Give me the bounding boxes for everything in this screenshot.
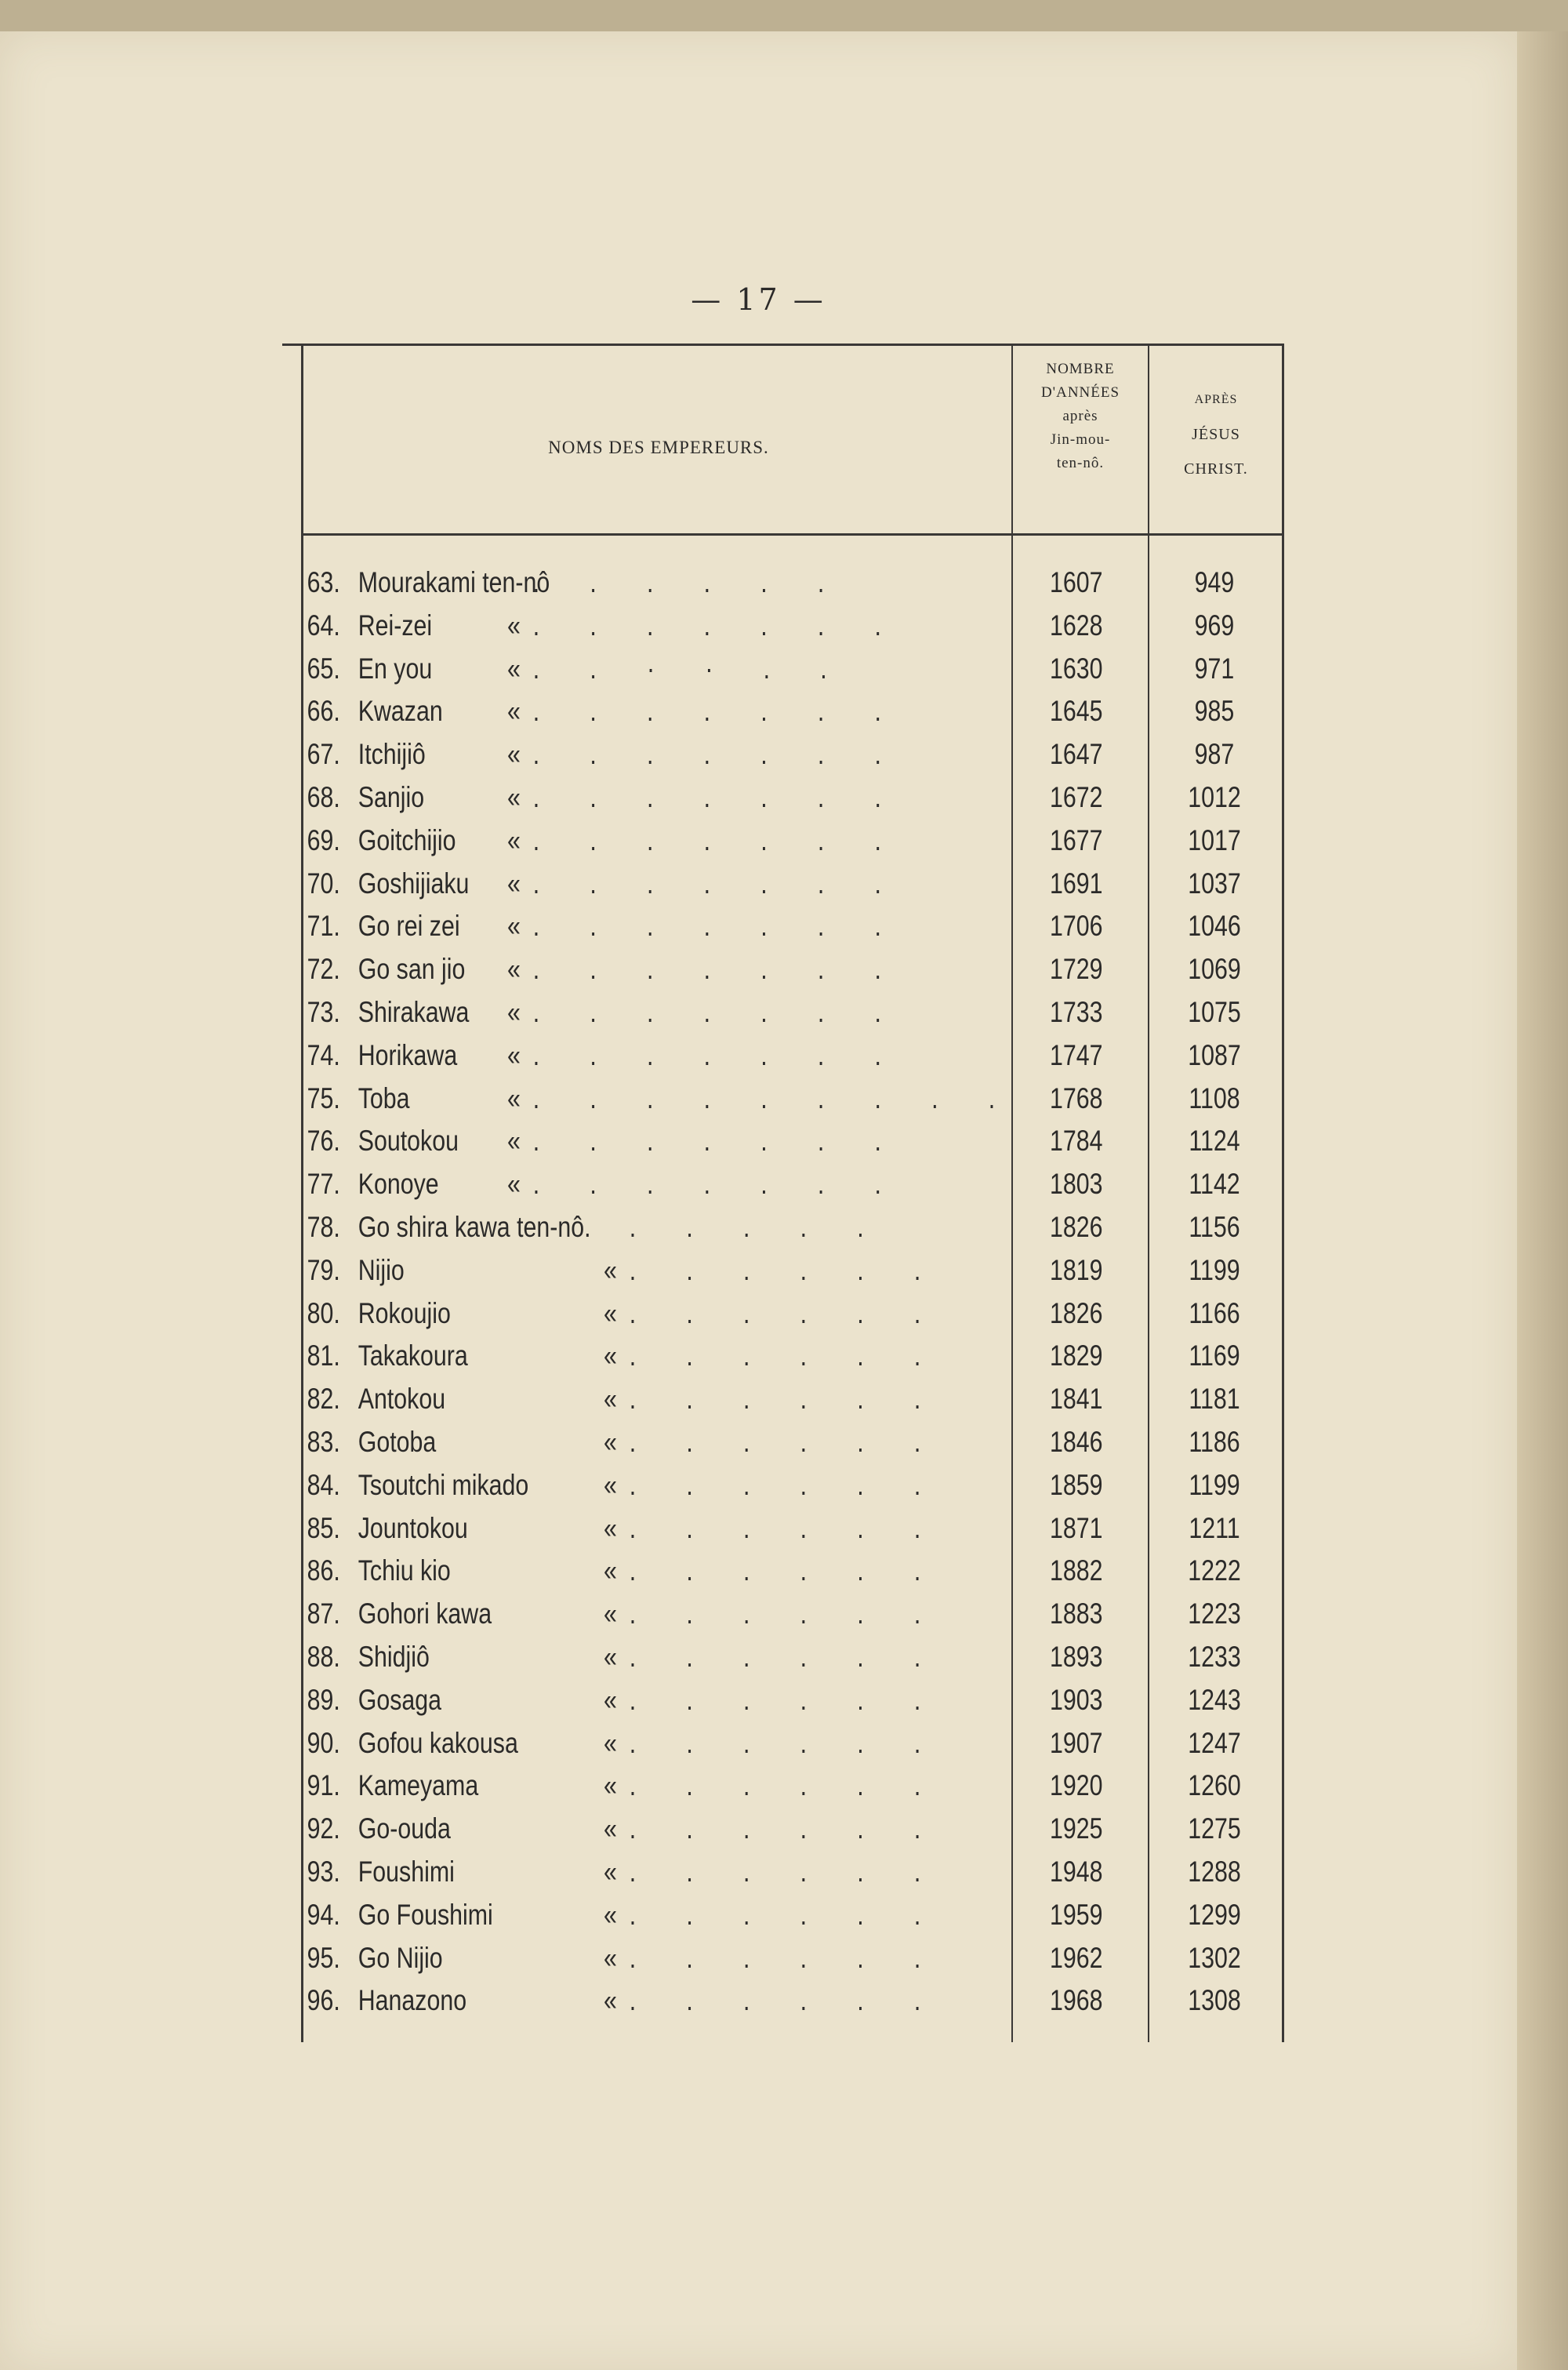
emperor-name: Gohori kawa	[358, 1598, 492, 1630]
ditto-mark: «	[604, 1898, 617, 1931]
row-number: 94.	[307, 1898, 340, 1931]
ditto-mark: «	[604, 1683, 617, 1716]
leader-dots: . . . . . .	[629, 1339, 943, 1372]
year-ad: 1156	[1189, 1211, 1240, 1243]
ditto-mark: «	[507, 1038, 521, 1071]
ditto-mark: «	[604, 1812, 617, 1845]
leader-dots: . . . . . . .	[532, 910, 903, 943]
ditto-mark: «	[604, 1769, 617, 1802]
ditto-mark: «	[604, 1641, 617, 1673]
row-number: 75.	[307, 1081, 340, 1114]
ditto-mark: «	[604, 1554, 617, 1587]
years-after-jinmu: 1948	[1049, 1856, 1103, 1888]
row-number: 86.	[307, 1554, 340, 1587]
page-number: — 17 —	[691, 282, 826, 317]
leader-dots: . . . . . .	[629, 1598, 943, 1630]
leader-dots: . . . . . .	[629, 1641, 943, 1673]
ditto-mark: «	[604, 1726, 617, 1759]
table-row	[282, 1851, 1241, 1893]
year-ad: 987	[1194, 738, 1235, 771]
header-years-line3: après	[1062, 408, 1098, 424]
year-ad: 1302	[1188, 1941, 1241, 1974]
table-row	[282, 948, 1241, 991]
row-number: 68.	[307, 781, 340, 813]
ditto-mark: «	[604, 1339, 617, 1372]
year-ad: 1233	[1188, 1641, 1241, 1673]
emperors-table	[282, 344, 1284, 2042]
years-after-jinmu: 1607	[1049, 566, 1103, 598]
table-row	[282, 1722, 1241, 1765]
table-row	[282, 690, 1235, 732]
year-ad: 1260	[1188, 1769, 1241, 1802]
table-row	[282, 1679, 1241, 1721]
table-row	[282, 905, 1241, 947]
table-row	[282, 820, 1241, 862]
table-row	[282, 1550, 1241, 1592]
row-number: 76.	[307, 1125, 340, 1158]
row-number: 78.	[307, 1211, 340, 1243]
row-number: 92.	[307, 1812, 340, 1845]
emperor-name: Rei-zei	[358, 609, 433, 642]
ditto-mark: «	[604, 1426, 617, 1458]
row-number: 91.	[307, 1769, 340, 1802]
row-number: 90.	[307, 1726, 340, 1759]
years-after-jinmu: 1803	[1049, 1168, 1103, 1201]
emperor-name: Takakoura	[358, 1339, 468, 1372]
table-row	[282, 1894, 1241, 1936]
row-number: 84.	[307, 1468, 340, 1501]
leader-dots: . . . . . .	[629, 1296, 943, 1329]
leader-dots: . . . . . .	[629, 1984, 943, 2017]
emperor-name: Tsoutchi mikado	[358, 1468, 529, 1501]
ditto-mark: «	[507, 1168, 521, 1201]
table-row	[282, 863, 1241, 905]
table-row	[282, 1593, 1241, 1635]
emperor-name: Rokoujio	[358, 1296, 451, 1329]
leader-dots: . . . . . .	[532, 566, 847, 598]
row-number: 72.	[307, 953, 340, 986]
table-row	[282, 1206, 1240, 1249]
row-number: 95.	[307, 1941, 340, 1974]
years-after-jinmu: 1706	[1049, 910, 1103, 943]
ditto-mark: «	[507, 609, 521, 642]
table-row	[282, 776, 1241, 819]
leader-dots: . . . . . .	[629, 1426, 943, 1458]
emperor-name: Go Foushimi	[358, 1898, 493, 1931]
book-spine-edge	[1517, 31, 1568, 2370]
emperor-name: Sanjio	[358, 781, 425, 813]
ditto-mark: «	[507, 867, 521, 900]
leader-dots: . . . . . .	[629, 1898, 943, 1931]
years-after-jinmu: 1826	[1049, 1296, 1103, 1329]
years-after-jinmu: 1859	[1049, 1468, 1103, 1501]
emperor-name: Gotoba	[358, 1426, 437, 1458]
years-after-jinmu: 1903	[1049, 1683, 1103, 1716]
ditto-mark: «	[507, 695, 521, 728]
years-after-jinmu: 1672	[1049, 781, 1103, 813]
row-number: 89.	[307, 1683, 340, 1716]
table-row	[282, 1464, 1240, 1507]
leader-dots: . . . . . . .	[532, 953, 903, 986]
year-ad: 969	[1194, 609, 1235, 642]
row-number: 73.	[307, 996, 340, 1028]
header-ad	[1151, 383, 1281, 486]
year-ad: 971	[1194, 652, 1235, 685]
leader-dots: . . · · . .	[532, 652, 849, 685]
leader-dots: . . . . .	[629, 1211, 886, 1243]
year-ad: 1166	[1189, 1296, 1240, 1329]
ditto-mark: «	[507, 996, 521, 1028]
row-number: 67.	[307, 738, 340, 771]
years-after-jinmu: 1645	[1049, 695, 1103, 728]
years-after-jinmu: 1883	[1049, 1598, 1103, 1630]
table-row	[282, 1937, 1241, 1979]
leader-dots: . . . . . .	[629, 1769, 943, 1802]
table-row	[282, 648, 1235, 690]
table-row	[282, 1120, 1240, 1162]
row-number: 93.	[307, 1856, 340, 1888]
year-ad: 1199	[1189, 1253, 1240, 1286]
years-after-jinmu: 1907	[1049, 1726, 1103, 1759]
row-number: 64.	[307, 609, 340, 642]
emperor-name: Go-ouda	[358, 1812, 451, 1845]
years-after-jinmu: 1925	[1049, 1812, 1103, 1845]
years-after-jinmu: 1829	[1049, 1339, 1103, 1372]
years-after-jinmu: 1628	[1049, 609, 1103, 642]
year-ad: 1211	[1189, 1511, 1240, 1544]
years-after-jinmu: 1691	[1049, 867, 1103, 900]
row-number: 74.	[307, 1038, 340, 1071]
table-row	[282, 1979, 1241, 2022]
emperor-name: Go san jio	[358, 953, 466, 986]
leader-dots: . . . . . . .	[532, 695, 903, 728]
row-number: 79.	[307, 1253, 340, 1286]
ditto-mark: «	[604, 1296, 617, 1329]
emperor-name: Gosaga	[358, 1683, 442, 1716]
table-row	[282, 1421, 1240, 1463]
ditto-mark: «	[604, 1598, 617, 1630]
emperor-name: Antokou	[358, 1383, 446, 1416]
year-ad: 1012	[1188, 781, 1241, 813]
leader-dots: . . . . . .	[629, 1511, 943, 1544]
table-row	[282, 1249, 1240, 1292]
header-years-line5: ten-nô.	[1056, 455, 1105, 471]
header-ad-line2: JÉSUS	[1192, 426, 1240, 443]
ditto-mark: «	[507, 1125, 521, 1158]
year-ad: 1247	[1188, 1726, 1241, 1759]
emperor-name: Soutokou	[358, 1125, 459, 1158]
ditto-mark: «	[604, 1856, 617, 1888]
table-row	[282, 1765, 1241, 1807]
year-ad: 1199	[1189, 1468, 1240, 1501]
row-number: 77.	[307, 1168, 340, 1201]
header-years-line4: Jin-mou-	[1050, 431, 1111, 448]
emperor-name: En you	[358, 652, 433, 685]
year-ad: 1243	[1188, 1683, 1241, 1716]
year-ad: 1275	[1188, 1812, 1241, 1845]
row-number: 71.	[307, 910, 340, 943]
year-ad: 1124	[1189, 1125, 1240, 1158]
leader-dots: . . . . . .	[629, 1554, 943, 1587]
table-row	[282, 991, 1241, 1034]
header-ad-line1: APRÈS	[1194, 393, 1238, 406]
header-years-line1: NOMBRE	[1046, 361, 1115, 377]
emperor-name: Go shira kawa ten-nô.	[358, 1211, 591, 1243]
row-number: 85.	[307, 1511, 340, 1544]
year-ad: 1069	[1188, 953, 1241, 986]
year-ad: 1087	[1188, 1038, 1241, 1071]
header-ad-line3: CHRIST.	[1184, 460, 1248, 478]
leader-dots: . . . . . . .	[532, 996, 903, 1028]
row-number: 88.	[307, 1641, 340, 1673]
years-after-jinmu: 1826	[1049, 1211, 1103, 1243]
years-after-jinmu: 1871	[1049, 1511, 1103, 1544]
year-ad: 1308	[1188, 1984, 1241, 2017]
ditto-mark: «	[507, 953, 521, 986]
emperor-name: Foushimi	[358, 1856, 455, 1888]
row-number: 66.	[307, 695, 340, 728]
table-right-rule	[1282, 344, 1284, 2042]
leader-dots: . . . . . .	[629, 1253, 943, 1286]
leader-dots: . . . . . . .	[532, 609, 903, 642]
row-number: 82.	[307, 1383, 340, 1416]
ditto-mark: «	[604, 1941, 617, 1974]
ditto-mark: «	[604, 1984, 617, 2017]
year-ad: 1181	[1189, 1383, 1240, 1416]
row-number: 96.	[307, 1984, 340, 2017]
column-rule-ad	[1148, 344, 1149, 2042]
leader-dots: . . . . . .	[629, 1726, 943, 1759]
emperor-name: Itchijiô	[358, 738, 426, 771]
row-number: 65.	[307, 652, 340, 685]
leader-dots: . . . . . . .	[532, 867, 903, 900]
leader-dots: . . . . . . .	[532, 823, 903, 856]
emperor-name: Kameyama	[358, 1769, 479, 1802]
row-number: 87.	[307, 1598, 340, 1630]
leader-dots: . . . . . . .	[532, 781, 903, 813]
years-after-jinmu: 1747	[1049, 1038, 1103, 1071]
years-after-jinmu: 1846	[1049, 1426, 1103, 1458]
year-ad: 1223	[1188, 1598, 1241, 1630]
scan-top-edge	[0, 0, 1568, 31]
emperor-name: Jountokou	[358, 1511, 468, 1544]
table-row	[282, 1078, 1240, 1120]
row-number: 69.	[307, 823, 340, 856]
emperor-name: Go Nijio	[358, 1941, 443, 1974]
row-number: 81.	[307, 1339, 340, 1372]
years-after-jinmu: 1959	[1049, 1898, 1103, 1931]
year-ad: 1222	[1188, 1554, 1241, 1587]
years-after-jinmu: 1647	[1049, 738, 1103, 771]
emperor-name: Go rei zei	[358, 910, 460, 943]
years-after-jinmu: 1677	[1049, 823, 1103, 856]
header-bottom-rule	[301, 533, 1284, 536]
row-number: 70.	[307, 867, 340, 900]
year-ad: 1169	[1189, 1339, 1240, 1372]
header-years	[1014, 358, 1146, 475]
table-row	[282, 1507, 1240, 1550]
year-ad: 1046	[1188, 910, 1241, 943]
years-after-jinmu: 1729	[1049, 953, 1103, 986]
years-after-jinmu: 1733	[1049, 996, 1103, 1028]
emperor-name: Horikawa	[358, 1038, 458, 1071]
year-ad: 1075	[1188, 996, 1241, 1028]
year-ad: 949	[1194, 566, 1235, 598]
header-years-line2: D'ANNÉES	[1040, 384, 1120, 401]
leader-dots: . . . . . .	[629, 1383, 943, 1416]
year-ad: 1037	[1188, 867, 1241, 900]
row-number: 63.	[307, 566, 340, 598]
table-row	[282, 1163, 1240, 1205]
table-row	[282, 1636, 1241, 1678]
years-after-jinmu: 1920	[1049, 1769, 1103, 1802]
emperor-name: Shidjiô	[358, 1641, 430, 1673]
table-row	[282, 1335, 1240, 1377]
leader-dots: . . . . . .	[629, 1468, 943, 1501]
emperor-name: Shirakawa	[358, 996, 470, 1028]
emperor-name: Hanazono	[358, 1984, 467, 2017]
ditto-mark: «	[604, 1253, 617, 1286]
years-after-jinmu: 1819	[1049, 1253, 1103, 1286]
table-row	[282, 605, 1235, 647]
leader-dots: . . . . . . .	[532, 1038, 903, 1071]
emperor-name: Konoye	[358, 1168, 439, 1201]
emperor-name: Kwazan	[358, 695, 443, 728]
year-ad: 1288	[1188, 1856, 1241, 1888]
leader-dots: . . . . . . .	[532, 1125, 903, 1158]
years-after-jinmu: 1630	[1049, 652, 1103, 685]
table-row	[282, 1292, 1240, 1335]
leader-dots: . . . . . . . . .	[532, 1081, 1018, 1114]
emperor-name: Gofou kakousa	[358, 1726, 518, 1759]
emperor-name: Toba	[358, 1081, 410, 1114]
ditto-mark: «	[507, 1081, 521, 1114]
leader-dots: . . . . . .	[629, 1812, 943, 1845]
ditto-mark: «	[604, 1383, 617, 1416]
years-after-jinmu: 1882	[1049, 1554, 1103, 1587]
ditto-mark: «	[604, 1511, 617, 1544]
emperor-name: Goitchijio	[358, 823, 456, 856]
years-after-jinmu: 1893	[1049, 1641, 1103, 1673]
row-number: 80.	[307, 1296, 340, 1329]
header-names	[306, 436, 1011, 460]
table-row	[282, 562, 1235, 604]
ditto-mark: «	[507, 781, 521, 813]
years-after-jinmu: 1841	[1049, 1383, 1103, 1416]
years-after-jinmu: 1784	[1049, 1125, 1103, 1158]
leader-dots: . . . . . .	[629, 1683, 943, 1716]
table-row	[282, 1808, 1241, 1850]
ditto-mark: «	[507, 652, 521, 685]
header-names-label: NOMS DES EMPEREURS.	[548, 438, 769, 457]
ditto-mark: «	[507, 738, 521, 771]
year-ad: 1142	[1189, 1168, 1240, 1201]
table-row	[282, 1034, 1241, 1077]
years-after-jinmu: 1962	[1049, 1941, 1103, 1974]
years-after-jinmu: 1768	[1049, 1081, 1103, 1114]
emperor-name: Tchiu kio	[358, 1554, 451, 1587]
leader-dots: . . . . . .	[629, 1941, 943, 1974]
leader-dots: . . . . . .	[629, 1856, 943, 1888]
ditto-mark: «	[604, 1468, 617, 1501]
years-after-jinmu: 1968	[1049, 1984, 1103, 2017]
year-ad: 985	[1194, 695, 1235, 728]
table-row	[282, 733, 1235, 776]
leader-dots: . . . . . . .	[532, 1168, 903, 1201]
ditto-mark: «	[507, 910, 521, 943]
emperor-name: Nijio	[358, 1253, 405, 1286]
table-top-rule	[282, 344, 1284, 346]
year-ad: 1299	[1188, 1898, 1241, 1931]
leader-dots: . . . . . . .	[532, 738, 903, 771]
year-ad: 1108	[1189, 1081, 1240, 1114]
table-row	[282, 1378, 1240, 1420]
year-ad: 1186	[1189, 1426, 1240, 1458]
year-ad: 1017	[1188, 823, 1241, 856]
ditto-mark: «	[507, 823, 521, 856]
row-number: 83.	[307, 1426, 340, 1458]
emperor-name: Mourakami ten-nô	[358, 566, 550, 598]
emperor-name: Goshijiaku	[358, 867, 470, 900]
